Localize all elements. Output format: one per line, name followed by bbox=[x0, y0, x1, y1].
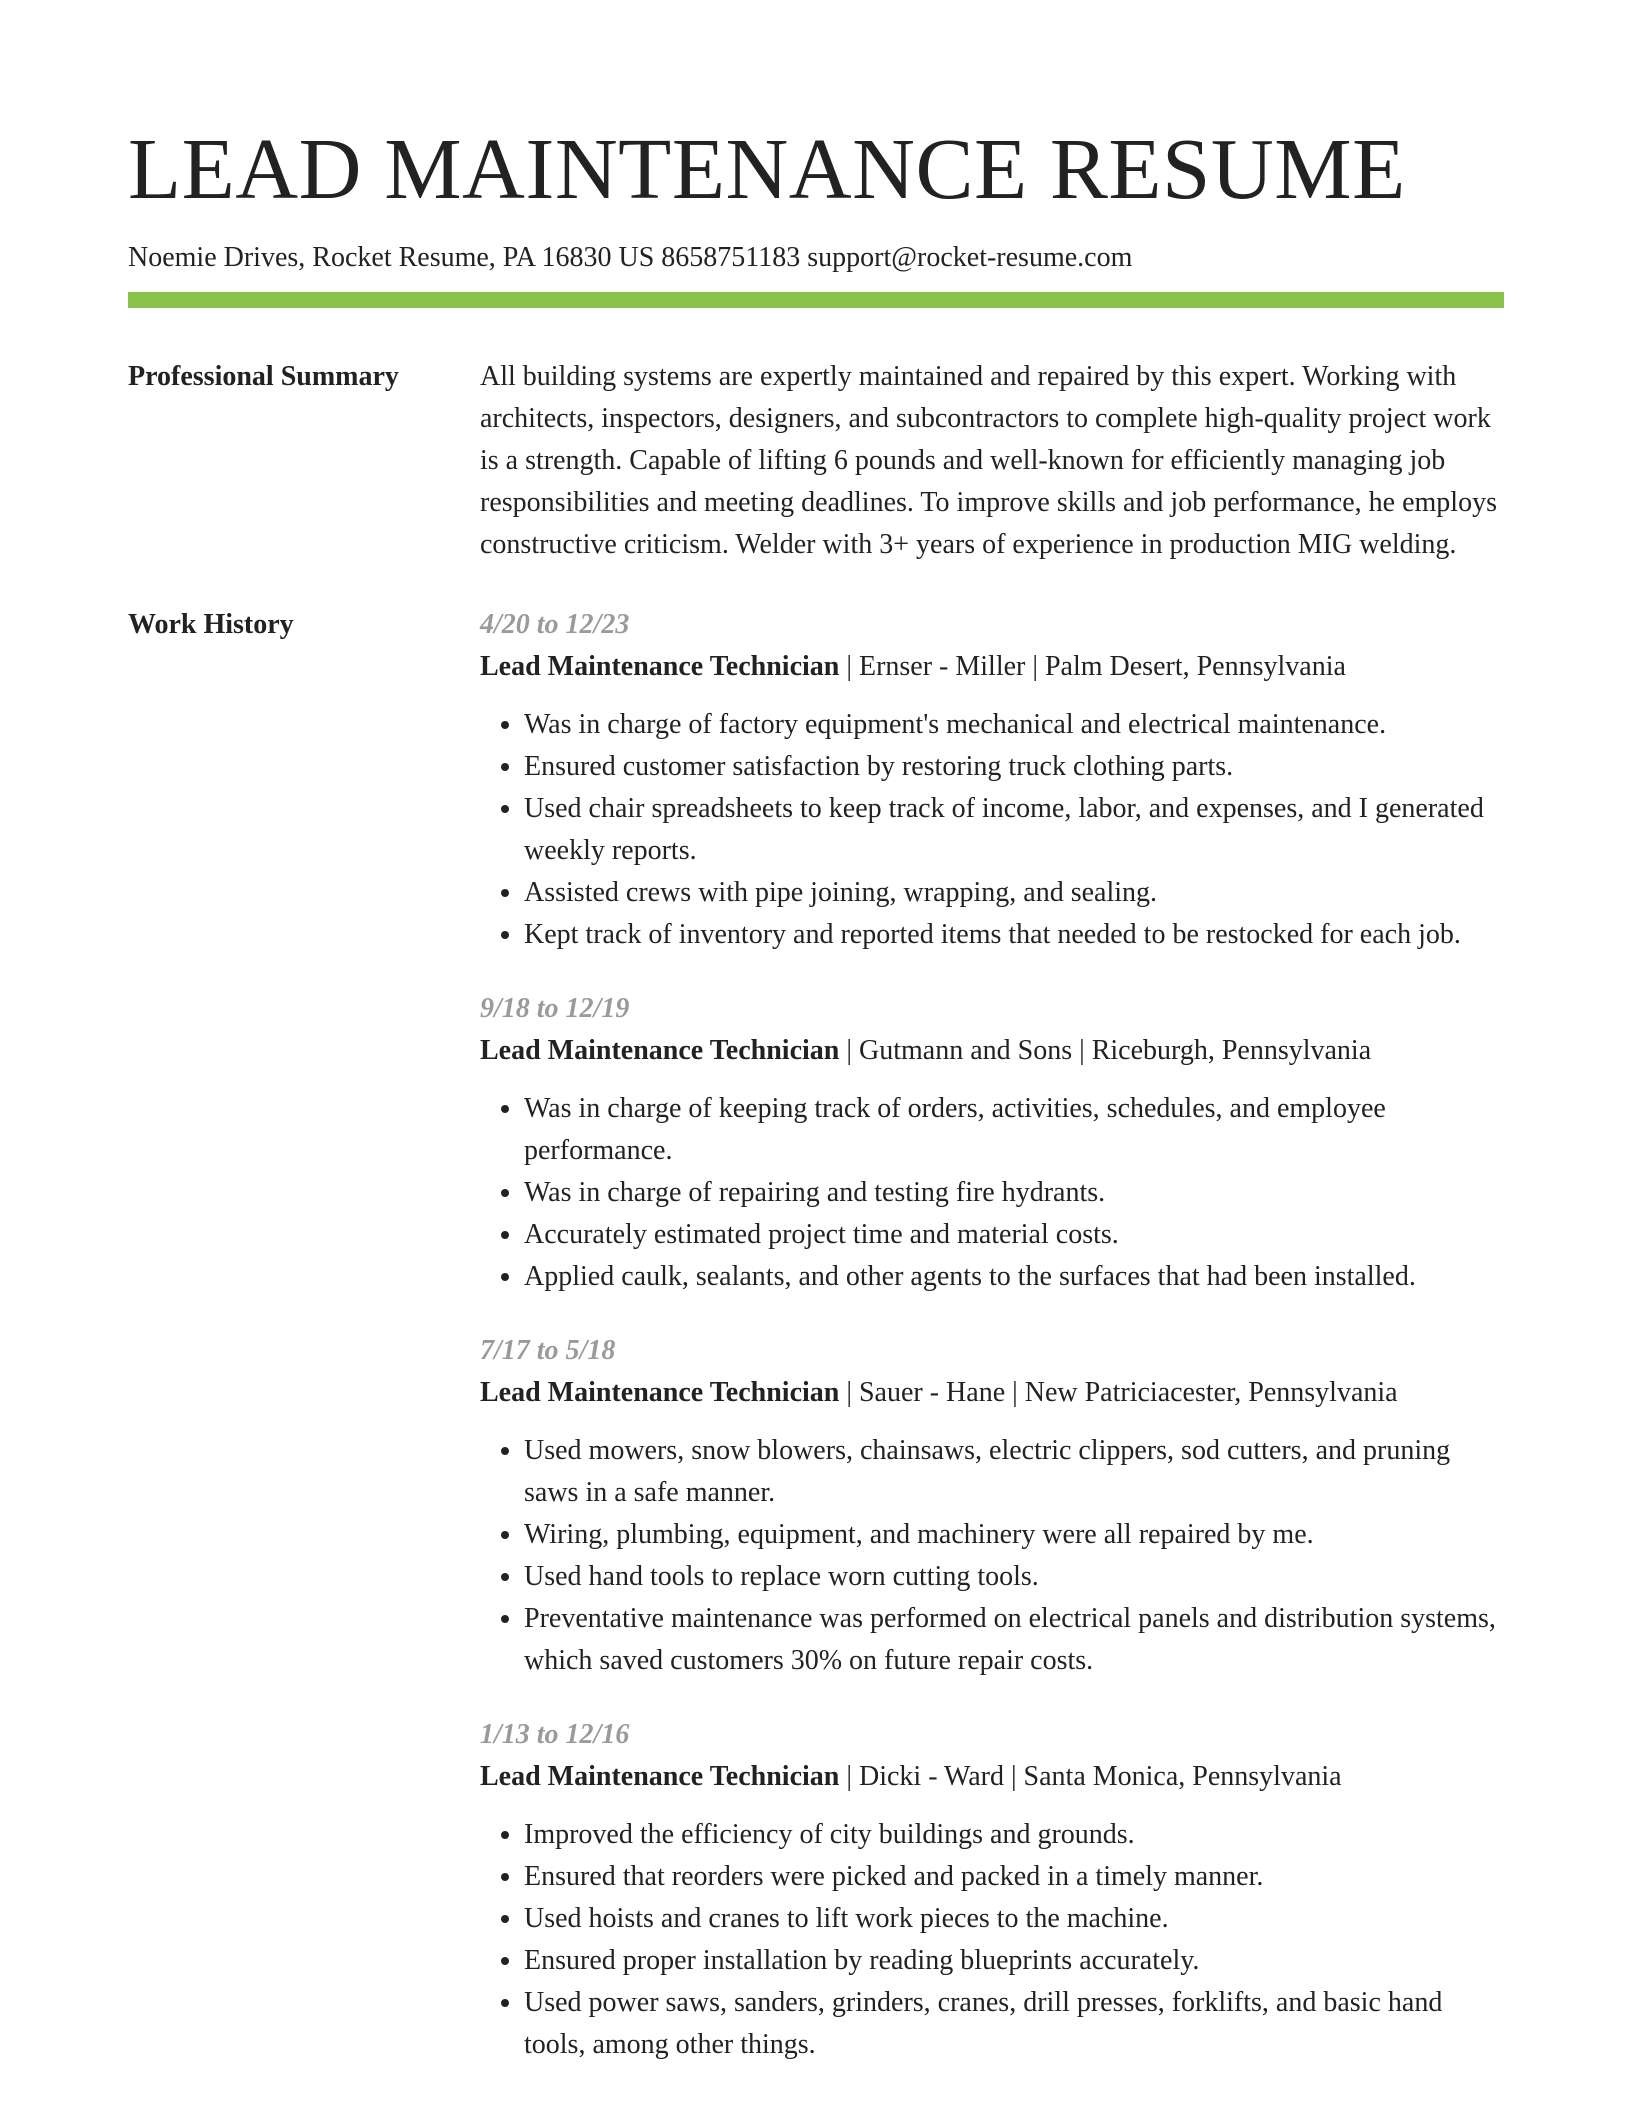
job-company-location: | Gutmann and Sons | Riceburgh, Pennsylvania bbox=[839, 1035, 1372, 1066]
job-bullet: • Accurately estimated project time and material costs. bbox=[524, 1214, 1504, 1256]
work-history-section bbox=[128, 604, 1504, 2066]
job-bullet: • Kept track of inventory and reported items that needed to be restocked for each job. bbox=[524, 914, 1504, 956]
job-entry bbox=[480, 1714, 1504, 2066]
job-title-line bbox=[480, 646, 1504, 688]
job-role: Lead Maintenance Technician bbox=[480, 1035, 840, 1066]
job-company-location: | Dicki - Ward | Santa Monica, Pennsylvania bbox=[839, 1761, 1342, 1792]
job-bullet: • Used hand tools to replace worn cutting tools. bbox=[524, 1556, 1504, 1598]
job-title-line bbox=[480, 1030, 1504, 1072]
job-entry bbox=[480, 1330, 1504, 1682]
job-role: Lead Maintenance Technician bbox=[480, 651, 840, 682]
job-date: 1/13 to 12/16 bbox=[480, 1719, 630, 1750]
job-title-line bbox=[480, 1372, 1504, 1414]
job-bullet-list bbox=[480, 1430, 1504, 1682]
summary-text: All building systems are expertly maintained and repaired by this expert. Working with architects, inspectors, designers, and subcontractors to complete high-quality project work is a strength. Capable of lifting 6 pounds and well-known for efficiently managing job responsibilities and meeting deadlines. To improve skills and job performance, he employs constructive criticism. Welder with 3+ years of experience in production MIG welding. bbox=[480, 361, 1497, 560]
job-company-location: | Sauer - Hane | New Patriciacester, Pennsylvania bbox=[839, 1377, 1398, 1408]
section-label-work: Work History bbox=[128, 609, 294, 640]
work-history-body bbox=[480, 604, 1504, 2066]
job-bullet: • Ensured proper installation by reading blueprints accurately. bbox=[524, 1940, 1504, 1982]
job-bullet: • Ensured customer satisfaction by restoring truck clothing parts. bbox=[524, 746, 1504, 788]
job-bullet: • Improved the efficiency of city buildings and grounds. bbox=[524, 1814, 1504, 1856]
job-bullet-list bbox=[480, 704, 1504, 956]
job-date: 7/17 to 5/18 bbox=[480, 1335, 616, 1366]
job-bullet: • Applied caulk, sealants, and other agents to the surfaces that had been installed. bbox=[524, 1256, 1504, 1298]
summary-body bbox=[480, 356, 1504, 566]
job-bullet: • Assisted crews with pipe joining, wrapping, and sealing. bbox=[524, 872, 1504, 914]
job-role: Lead Maintenance Technician bbox=[480, 1761, 840, 1792]
job-bullet: • Used hoists and cranes to lift work pieces to the machine. bbox=[524, 1898, 1504, 1940]
job-bullet: • Used mowers, snow blowers, chainsaws, electric clippers, sod cutters, and pruning saws in a safe manner. bbox=[524, 1430, 1504, 1514]
professional-summary-section bbox=[128, 356, 1504, 566]
job-bullet: • Was in charge of repairing and testing fire hydrants. bbox=[524, 1172, 1504, 1214]
job-bullet: • Was in charge of factory equipment's mechanical and electrical maintenance. bbox=[524, 704, 1504, 746]
job-title-line bbox=[480, 1756, 1504, 1798]
job-bullet: • Preventative maintenance was performed on electrical panels and distribution systems, which saved customers 30% on future repair costs. bbox=[524, 1598, 1504, 1682]
job-date: 9/18 to 12/19 bbox=[480, 993, 630, 1024]
job-bullet: • Was in charge of keeping track of orders, activities, schedules, and employee performance. bbox=[524, 1088, 1504, 1172]
job-bullet-list bbox=[480, 1814, 1504, 2066]
job-bullet: • Ensured that reorders were picked and packed in a timely manner. bbox=[524, 1856, 1504, 1898]
accent-divider bbox=[128, 292, 1504, 308]
job-entry bbox=[480, 604, 1504, 956]
contact-line: Noemie Drives, Rocket Resume, PA 16830 US 8658751183 support@rocket-resume.com bbox=[128, 242, 1133, 273]
job-date: 4/20 to 12/23 bbox=[480, 609, 630, 640]
job-bullet-list bbox=[480, 1088, 1504, 1298]
job-entry bbox=[480, 988, 1504, 1298]
job-company-location: | Ernser - Miller | Palm Desert, Pennsylvania bbox=[839, 651, 1346, 682]
job-bullet: • Used power saws, sanders, grinders, cranes, drill presses, forklifts, and basic hand tools, among other things. bbox=[524, 1982, 1504, 2066]
job-role: Lead Maintenance Technician bbox=[480, 1377, 840, 1408]
section-label-summary: Professional Summary bbox=[128, 361, 399, 392]
job-bullet: • Wiring, plumbing, equipment, and machinery were all repaired by me. bbox=[524, 1514, 1504, 1556]
job-bullet: • Used chair spreadsheets to keep track of income, labor, and expenses, and I generated weekly reports. bbox=[524, 788, 1504, 872]
resume-title: LEAD MAINTENANCE RESUME bbox=[128, 120, 1406, 217]
